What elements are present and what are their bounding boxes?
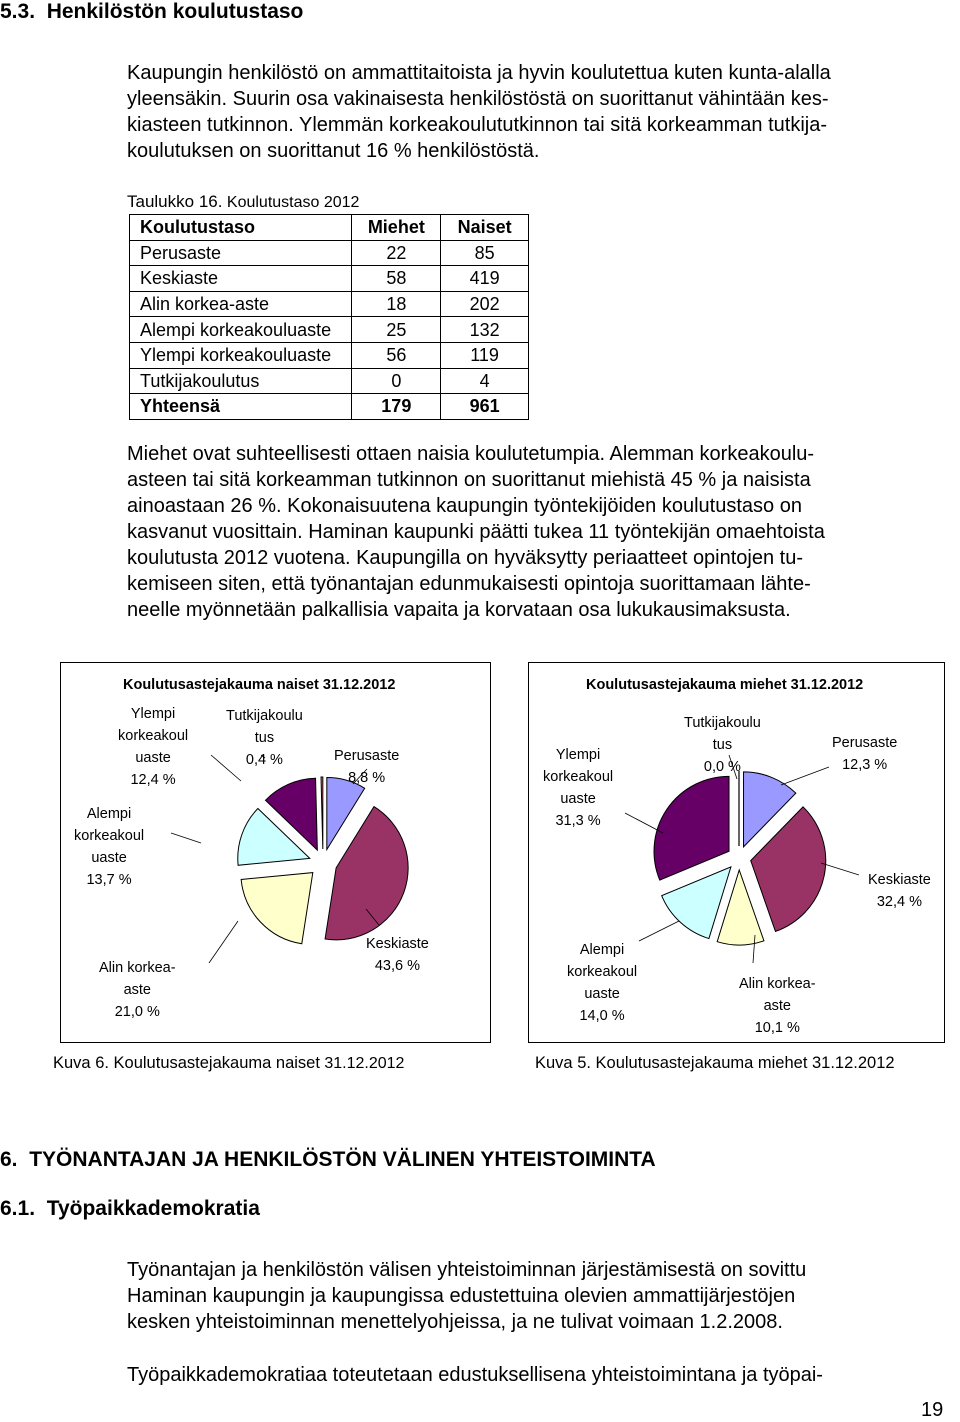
table-cell: 22 bbox=[352, 240, 441, 266]
text-line: neelle myönnetään palkallisia vapaita ja korvataan osa lukukausimaksusta. bbox=[127, 599, 791, 621]
slice-label-keskiaste: Keskiaste 32,4 % bbox=[868, 872, 931, 910]
table-cell: 132 bbox=[441, 317, 529, 343]
table-cell: 4 bbox=[441, 368, 529, 394]
slice-label-alin-korkea-aste: Alin korkea- aste 10,1 % bbox=[739, 976, 816, 1036]
slice-label-alin-korkea-aste: Alin korkea- aste 21,0 % bbox=[99, 960, 176, 1020]
democracy-paragraph bbox=[127, 1362, 823, 1388]
table-cell: 25 bbox=[352, 317, 441, 343]
leader-line-alin-korkea-aste bbox=[209, 921, 238, 963]
body-paragraph bbox=[127, 441, 825, 623]
section-heading bbox=[0, 0, 303, 24]
text-line: kesken yhteistoiminnan menettelyohjeissa, ja ne tulivat voimaan 1.2.2008. bbox=[127, 1311, 783, 1333]
text-line: koulutusta 2012 vuotena. Kaupungilla on hyväksytty periaatteet opintojen tu- bbox=[127, 547, 804, 569]
text-line: Haminan kaupungin ja kaupungissa edustettuina olevien ammattijärjestöjen bbox=[127, 1285, 796, 1307]
text-line: ainoastaan 26 %. Kokonaisuutena kaupungin työntekijöiden koulutustaso on bbox=[127, 495, 802, 517]
text-line: Kaupungin henkilöstö on ammattitaitoista ja hyvin koulutettua kuten kunta-alalla bbox=[127, 62, 831, 84]
column-header: Koulutustaso bbox=[130, 215, 352, 241]
table-row bbox=[130, 317, 529, 343]
page-number: 19 bbox=[921, 1399, 944, 1421]
table-caption-label: Taulukko 16. bbox=[127, 192, 223, 211]
table-cell: Keskiaste bbox=[130, 266, 352, 292]
table-row bbox=[130, 368, 529, 394]
table-cell: 119 bbox=[441, 342, 529, 368]
pie-slice-alempi-korkeakouluaste bbox=[662, 867, 731, 939]
table-cell: 85 bbox=[441, 240, 529, 266]
table-caption bbox=[127, 192, 359, 212]
table-caption-text: Koulutustaso 2012 bbox=[226, 194, 360, 211]
text-line: koulutuksen on suorittanut 16 % henkilöstöstä. bbox=[127, 140, 540, 162]
table-cell: Ylempi korkeakouluaste bbox=[130, 342, 352, 368]
chapter-number: 6. bbox=[0, 1148, 18, 1171]
slice-label-alempi-korkeakouluaste: Alempi korkeakoul uaste 14,0 % bbox=[567, 942, 638, 1024]
table-cell: Yhteensä bbox=[130, 394, 352, 420]
chapter-title: TYÖNANTAJAN JA HENKILÖSTÖN VÄLINEN YHTEISTOIMINTA bbox=[29, 1148, 656, 1171]
chapter-heading bbox=[0, 1148, 656, 1172]
table-cell: 419 bbox=[441, 266, 529, 292]
pie-chart-men bbox=[528, 662, 945, 1043]
table-cell: 58 bbox=[352, 266, 441, 292]
table-row bbox=[130, 266, 529, 292]
text-line: kemiseen siten, että työnantajan edunmukaisesti opintoja suorittamaan lähte- bbox=[127, 573, 811, 595]
table-cell: 179 bbox=[352, 394, 441, 420]
section-number: 5.3. bbox=[0, 0, 36, 23]
table-cell: Alin korkea-aste bbox=[130, 291, 352, 317]
table-cell: Perusaste bbox=[130, 240, 352, 266]
table-row bbox=[130, 342, 529, 368]
slice-label-tutkijakoulutus: Tutkijakoulu tus 0,4 % bbox=[226, 708, 303, 768]
slice-label-alempi-korkeakouluaste: Alempi korkeakoul uaste 13,7 % bbox=[74, 806, 145, 888]
table-row bbox=[130, 291, 529, 317]
pie-chart-women bbox=[60, 662, 491, 1043]
table-cell: 18 bbox=[352, 291, 441, 317]
text-line: Työnantajan ja henkilöstön välisen yhteistoiminnan järjestämisestä on sovittu bbox=[127, 1259, 807, 1281]
slice-label-perusaste: Perusaste 8,8 % bbox=[334, 748, 400, 786]
leader-line-ylempi-korkeakouluaste bbox=[625, 813, 663, 833]
subsection-title: Työpaikkademokratia bbox=[46, 1197, 260, 1220]
slice-label-ylempi-korkeakouluaste: Ylempi korkeakoul uaste 31,3 % bbox=[543, 747, 614, 829]
text-line: yleensäkin. Suurin osa vakinaisesta henkilöstöstä on suorittanut vähintään kes- bbox=[127, 88, 829, 110]
table-cell: Alempi korkeakouluaste bbox=[130, 317, 352, 343]
column-header: Miehet bbox=[352, 215, 441, 241]
chart-title: Koulutusastejakauma naiset 31.12.2012 bbox=[123, 677, 396, 693]
table-cell: 0 bbox=[352, 368, 441, 394]
slice-label-keskiaste: Keskiaste 43,6 % bbox=[366, 936, 429, 974]
table-cell: 56 bbox=[352, 342, 441, 368]
leader-line-keskiaste bbox=[821, 863, 859, 875]
leader-line-alempi-korkeakouluaste bbox=[639, 921, 679, 941]
leader-line-alempi-korkeakouluaste bbox=[171, 833, 201, 843]
subsection-heading bbox=[0, 1197, 260, 1221]
table-cell: Tutkijakoulutus bbox=[130, 368, 352, 394]
education-table bbox=[129, 214, 529, 420]
pie-slice-alin-korkea-aste bbox=[241, 873, 313, 944]
cooperation-paragraph bbox=[127, 1257, 806, 1335]
text-line: kasvanut vuosittain. Haminan kaupunki päätti tukea 11 työntekijän omaehtoista bbox=[127, 521, 825, 543]
subsection-number: 6.1. bbox=[0, 1197, 36, 1220]
figure-caption-men: Kuva 5. Koulutusastejakauma miehet 31.12.2012 bbox=[535, 1054, 895, 1072]
table-header-row bbox=[130, 215, 529, 241]
pie-slice-ylempi-korkeakouluaste bbox=[654, 776, 729, 880]
text-line: asteen tai sitä korkeamman tutkinnon on suorittanut miehistä 45 % ja naisista bbox=[127, 469, 811, 491]
slice-label-perusaste: Perusaste 12,3 % bbox=[832, 735, 898, 773]
leader-line-perusaste bbox=[781, 767, 829, 785]
text-line: Työpaikkademokratiaa toteutetaan edustuksellisena yhteistoimintana ja työpai- bbox=[127, 1364, 823, 1386]
table-cell: 202 bbox=[441, 291, 529, 317]
text-line: kiasteen tutkinnon. Ylemmän korkeakoulututkinnon tai sitä korkeamman tutkija- bbox=[127, 114, 827, 136]
slice-label-tutkijakoulutus: Tutkijakoulu tus 0,0 % bbox=[684, 715, 761, 775]
intro-paragraph bbox=[127, 60, 831, 164]
section-title: Henkilöstön koulutustaso bbox=[46, 0, 304, 23]
slice-label-ylempi-korkeakouluaste: Ylempi korkeakoul uaste 12,4 % bbox=[118, 706, 189, 788]
figure-caption-women: Kuva 6. Koulutusastejakauma naiset 31.12.2012 bbox=[53, 1054, 405, 1072]
table-total-row bbox=[130, 394, 529, 420]
table-row bbox=[130, 240, 529, 266]
chart-title: Koulutusastejakauma miehet 31.12.2012 bbox=[586, 677, 864, 693]
table-cell: 961 bbox=[441, 394, 529, 420]
column-header: Naiset bbox=[441, 215, 529, 241]
text-line: Miehet ovat suhteellisesti ottaen naisia koulutetumpia. Alemman korkeakoulu- bbox=[127, 443, 815, 465]
pie-slice-tutkijakoulutus bbox=[321, 777, 323, 849]
